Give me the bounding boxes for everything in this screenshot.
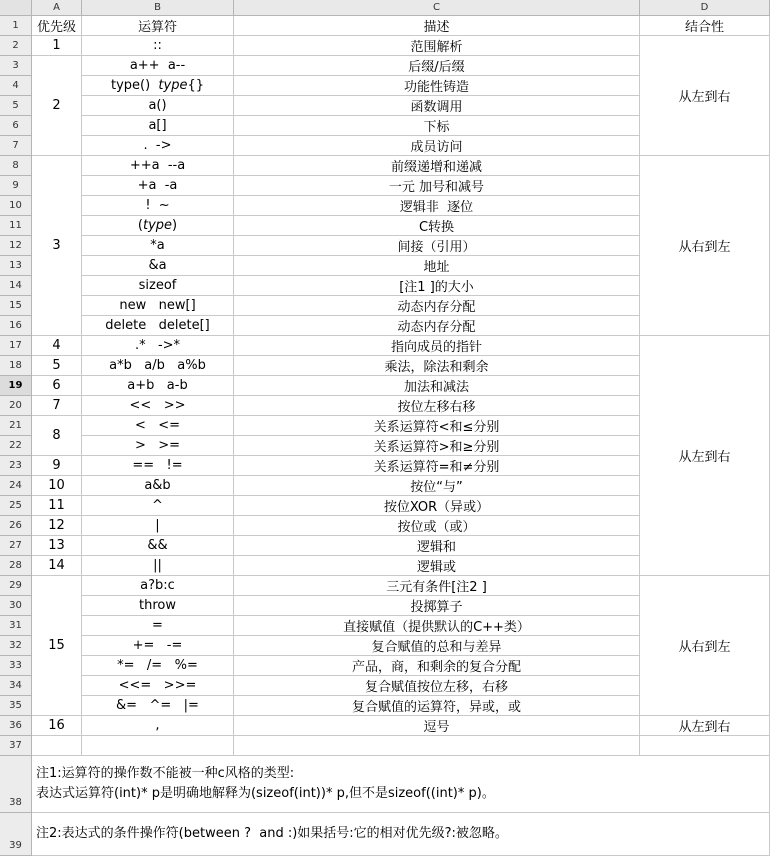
description-cell[interactable]: 按位左移右移 [234, 396, 640, 416]
row-header-18[interactable]: 18 [0, 356, 32, 376]
priority-cell[interactable]: 7 [32, 396, 82, 416]
row-header-25[interactable]: 25 [0, 496, 32, 516]
description-cell[interactable]: 按位或（或） [234, 516, 640, 536]
priority-cell[interactable]: 13 [32, 536, 82, 556]
description-cell[interactable]: 间接（引用） [234, 236, 640, 256]
row-header-13[interactable]: 13 [0, 256, 32, 276]
row-header-9[interactable]: 9 [0, 176, 32, 196]
associativity-cell[interactable]: 从右到左 [640, 576, 770, 716]
description-cell[interactable]: 成员访问 [234, 136, 640, 156]
row-header-16[interactable]: 16 [0, 316, 32, 336]
priority-cell[interactable]: 6 [32, 376, 82, 396]
operator-cell[interactable]: , [82, 716, 234, 736]
row-header-11[interactable]: 11 [0, 216, 32, 236]
empty-cell[interactable] [640, 736, 770, 756]
description-cell[interactable]: 复合赋值的总和与差异 [234, 636, 640, 656]
row-header-2[interactable]: 2 [0, 36, 32, 56]
row-header-39[interactable]: 39 [0, 813, 32, 856]
row-header-6[interactable]: 6 [0, 116, 32, 136]
row-header-10[interactable]: 10 [0, 196, 32, 216]
associativity-cell[interactable]: 从左到右 [640, 716, 770, 736]
row-header-7[interactable]: 7 [0, 136, 32, 156]
description-cell[interactable]: 逻辑非 逐位 [234, 196, 640, 216]
description-cell[interactable]: 一元 加号和减号 [234, 176, 640, 196]
column-header-d[interactable]: D [640, 0, 770, 16]
row-header-26[interactable]: 26 [0, 516, 32, 536]
description-cell[interactable]: 产品，商，和剩余的复合分配 [234, 656, 640, 676]
associativity-cell[interactable]: 从左到右 [640, 36, 770, 156]
operator-cell[interactable]: a() [82, 96, 234, 116]
note-2[interactable] [32, 813, 770, 856]
description-cell[interactable]: 复合赋值按位左移，右移 [234, 676, 640, 696]
operator-cell[interactable]: << >> [82, 396, 234, 416]
row-header-35[interactable]: 35 [0, 696, 32, 716]
description-cell[interactable]: 按位XOR（异或） [234, 496, 640, 516]
operator-cell[interactable]: &= ^= |= [82, 696, 234, 716]
description-cell[interactable]: 指向成员的指针 [234, 336, 640, 356]
description-cell[interactable]: 投掷算子 [234, 596, 640, 616]
operator-cell[interactable]: > >= [82, 436, 234, 456]
row-header-20[interactable]: 20 [0, 396, 32, 416]
description-cell[interactable]: 地址 [234, 256, 640, 276]
description-cell[interactable]: C转换 [234, 216, 640, 236]
operator-cell[interactable] [82, 76, 234, 96]
description-cell[interactable]: 函数调用 [234, 96, 640, 116]
operator-cell[interactable]: a?b:c [82, 576, 234, 596]
header-associativity[interactable]: 结合性 [640, 16, 770, 36]
operator-cell[interactable]: == != [82, 456, 234, 476]
operator-cell[interactable]: :: [82, 36, 234, 56]
priority-cell[interactable]: 14 [32, 556, 82, 576]
row-header-19[interactable]: 19 [0, 376, 32, 396]
row-header-38[interactable]: 38 [0, 756, 32, 813]
row-header-17[interactable]: 17 [0, 336, 32, 356]
associativity-cell[interactable]: 从左到右 [640, 336, 770, 576]
description-cell[interactable]: 动态内存分配 [234, 296, 640, 316]
operator-text: type() [110, 78, 159, 93]
operator-cell[interactable]: throw [82, 596, 234, 616]
row-header-8[interactable]: 8 [0, 156, 32, 176]
row-header-29[interactable]: 29 [0, 576, 32, 596]
operator-text: {} [187, 78, 205, 93]
column-header-b[interactable]: B [82, 0, 234, 16]
operator-cell[interactable]: . -> [82, 136, 234, 156]
operator-cell[interactable]: <<= >>= [82, 676, 234, 696]
note-1-line-1: 注1:运算符的操作数不能被一种c风格的类型: [36, 766, 295, 781]
operator-cell[interactable]: a[] [82, 116, 234, 136]
row-header-22[interactable]: 22 [0, 436, 32, 456]
operator-text: ( [137, 218, 143, 233]
description-cell[interactable]: [注1 ]的大小 [234, 276, 640, 296]
description-cell[interactable]: 前缀递增和递减 [234, 156, 640, 176]
operator-cell[interactable]: new new[] [82, 296, 234, 316]
column-header-c[interactable]: C [234, 0, 640, 16]
operator-cell[interactable]: &a [82, 256, 234, 276]
priority-cell[interactable]: 4 [32, 336, 82, 356]
description-cell[interactable]: 加法和减法 [234, 376, 640, 396]
operator-cell[interactable]: +a -a [82, 176, 234, 196]
description-cell[interactable]: 动态内存分配 [234, 316, 640, 336]
row-header-36[interactable]: 36 [0, 716, 32, 736]
empty-cell[interactable] [82, 736, 234, 756]
priority-cell[interactable]: 1 [32, 36, 82, 56]
note-1-line-2: 表达式运算符(int)* p是明确地解释为(sizeof(int))* p,但不是sizeof((int)* p)。 [36, 786, 495, 801]
operator-cell[interactable]: < <= [82, 416, 234, 436]
operator-cell[interactable]: | [82, 516, 234, 536]
priority-cell[interactable]: 5 [32, 356, 82, 376]
description-cell[interactable]: 复合赋值的运算符，异或，或 [234, 696, 640, 716]
operator-cell[interactable]: ! ~ [82, 196, 234, 216]
priority-cell[interactable]: 8 [32, 416, 82, 456]
operator-cell[interactable]: || [82, 556, 234, 576]
operator-cell[interactable]: a+b a-b [82, 376, 234, 396]
operator-cell[interactable]: *a [82, 236, 234, 256]
empty-cell[interactable] [32, 736, 82, 756]
description-cell[interactable]: 关系运算符<和≤分别 [234, 416, 640, 436]
header-description[interactable]: 描述 [234, 16, 640, 36]
row-header-4[interactable]: 4 [0, 76, 32, 96]
row-header-30[interactable]: 30 [0, 596, 32, 616]
operator-text: ) [172, 218, 178, 233]
row-header-14[interactable]: 14 [0, 276, 32, 296]
row-header-3[interactable]: 3 [0, 56, 32, 76]
row-header-33[interactable]: 33 [0, 656, 32, 676]
row-header-15[interactable]: 15 [0, 296, 32, 316]
row-header-23[interactable]: 23 [0, 456, 32, 476]
operator-cell[interactable]: a*b a/b a%b [82, 356, 234, 376]
description-cell[interactable]: 按位“与” [234, 476, 640, 496]
operator-cell[interactable]: .* ->* [82, 336, 234, 356]
priority-cell[interactable]: 15 [32, 576, 82, 716]
priority-cell[interactable]: 12 [32, 516, 82, 536]
priority-cell[interactable]: 2 [32, 56, 82, 156]
row-header-12[interactable]: 12 [0, 236, 32, 256]
type-keyword: type [158, 78, 188, 93]
priority-cell[interactable]: 3 [32, 156, 82, 336]
description-cell[interactable]: 下标 [234, 116, 640, 136]
operator-cell[interactable]: ++a --a [82, 156, 234, 176]
row-header-5[interactable]: 5 [0, 96, 32, 116]
row-header-37[interactable]: 37 [0, 736, 32, 756]
row-header-21[interactable]: 21 [0, 416, 32, 436]
operator-cell[interactable]: *= /= %= [82, 656, 234, 676]
header-priority[interactable]: 优先级 [32, 16, 82, 36]
description-cell[interactable]: 后缀/后缀 [234, 56, 640, 76]
description-cell[interactable]: 关系运算符=和≠分别 [234, 456, 640, 476]
operator-cell[interactable]: delete delete[] [82, 316, 234, 336]
operator-cell[interactable]: ^ [82, 496, 234, 516]
row-header-31[interactable]: 31 [0, 616, 32, 636]
row-header-1[interactable]: 1 [0, 16, 32, 36]
operator-cell[interactable] [82, 216, 234, 236]
description-cell[interactable]: 逻辑和 [234, 536, 640, 556]
header-operator[interactable]: 运算符 [82, 16, 234, 36]
note-1[interactable] [32, 756, 770, 813]
description-cell[interactable]: 直接赋值（提供默认的C++类） [234, 616, 640, 636]
description-cell[interactable]: 三元有条件[注2 ] [234, 576, 640, 596]
row-header-34[interactable]: 34 [0, 676, 32, 696]
description-cell[interactable]: 逻辑或 [234, 556, 640, 576]
priority-cell[interactable]: 10 [32, 476, 82, 496]
select-all-corner[interactable] [0, 0, 32, 16]
description-cell[interactable]: 关系运算符>和≥分别 [234, 436, 640, 456]
description-cell[interactable]: 功能性铸造 [234, 76, 640, 96]
operator-cell[interactable]: sizeof [82, 276, 234, 296]
priority-cell[interactable]: 16 [32, 716, 82, 736]
column-header-a[interactable]: A [32, 0, 82, 16]
note-2-line-1: 注2:表达式的条件操作符(between ? and :)如果括号:它的相对优先级?:被忽略。 [36, 826, 508, 841]
operator-cell[interactable]: a&b [82, 476, 234, 496]
description-cell[interactable]: 逗号 [234, 716, 640, 736]
operator-cell[interactable]: = [82, 616, 234, 636]
operator-cell[interactable]: += -= [82, 636, 234, 656]
operator-cell[interactable]: a++ a-- [82, 56, 234, 76]
row-header-24[interactable]: 24 [0, 476, 32, 496]
priority-cell[interactable]: 9 [32, 456, 82, 476]
associativity-cell[interactable]: 从右到左 [640, 156, 770, 336]
type-keyword: type [142, 218, 173, 233]
empty-cell[interactable] [234, 736, 640, 756]
row-header-32[interactable]: 32 [0, 636, 32, 656]
row-header-28[interactable]: 28 [0, 556, 32, 576]
operator-cell[interactable]: && [82, 536, 234, 556]
description-cell[interactable]: 乘法，除法和剩余 [234, 356, 640, 376]
description-cell[interactable]: 范围解析 [234, 36, 640, 56]
priority-cell[interactable]: 11 [32, 496, 82, 516]
row-header-27[interactable]: 27 [0, 536, 32, 556]
